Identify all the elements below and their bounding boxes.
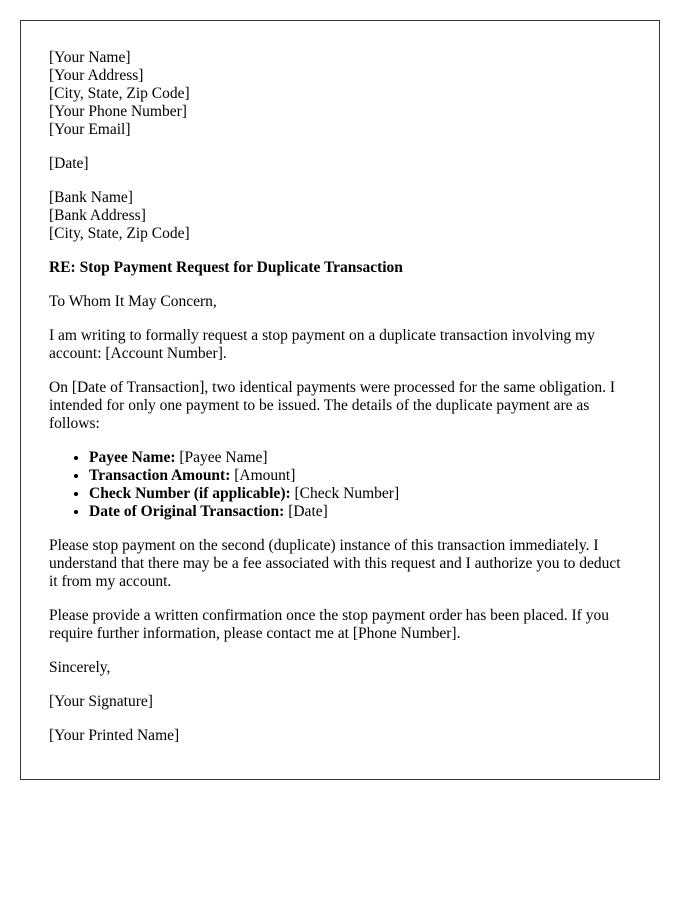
list-item: [89, 485, 631, 503]
list-item: [89, 467, 631, 485]
salutation: To Whom It May Concern,: [49, 293, 217, 310]
recipient-bank-address: [Bank Address]: [49, 207, 146, 224]
detail-label: Payee Name:: [89, 449, 176, 466]
body-paragraph-1: I am writing to formally request a stop payment on a duplicate transaction involving my account: [Account Number].: [49, 327, 595, 362]
details-list: [49, 449, 631, 521]
sender-phone: [Your Phone Number]: [49, 103, 187, 120]
list-item: [89, 449, 631, 467]
sender-block: [49, 49, 631, 139]
detail-label: Transaction Amount:: [89, 467, 231, 484]
sender-city: [City, State, Zip Code]: [49, 85, 190, 102]
body-paragraph-2: On [Date of Transaction], two identical payments were processed for the same obligation. I intended for only one payment to be issued. The details of the duplicate payment are as follows:: [49, 379, 616, 432]
subject-line: RE: Stop Payment Request for Duplicate Transaction: [49, 259, 403, 276]
recipient-city: [City, State, Zip Code]: [49, 225, 190, 242]
list-item: [89, 503, 631, 521]
body-paragraph-3: Please stop payment on the second (duplicate) instance of this transaction immediately. I understand that there may be a fee associated with this request and I authorize you to deduct it from my account.: [49, 537, 621, 590]
detail-label: Check Number (if applicable):: [89, 485, 291, 502]
detail-label: Date of Original Transaction:: [89, 503, 285, 520]
detail-value: [Amount]: [230, 467, 296, 484]
sender-email: [Your Email]: [49, 121, 131, 138]
recipient-bank-name: [Bank Name]: [49, 189, 133, 206]
sender-address: [Your Address]: [49, 67, 144, 84]
detail-value: [Payee Name]: [175, 449, 268, 466]
printed-name: [Your Printed Name]: [49, 727, 180, 744]
sender-name: [Your Name]: [49, 49, 131, 66]
body-paragraph-4: Please provide a written confirmation once the stop payment order has been placed. If you require further information, please contact me at [Phone Number].: [49, 607, 609, 642]
recipient-block: [49, 189, 631, 243]
detail-value: [Date]: [284, 503, 328, 520]
detail-value: [Check Number]: [290, 485, 400, 502]
closing: Sincerely,: [49, 659, 111, 676]
signature: [Your Signature]: [49, 693, 153, 710]
date-line: [Date]: [49, 155, 89, 172]
letter-page: [20, 20, 660, 780]
